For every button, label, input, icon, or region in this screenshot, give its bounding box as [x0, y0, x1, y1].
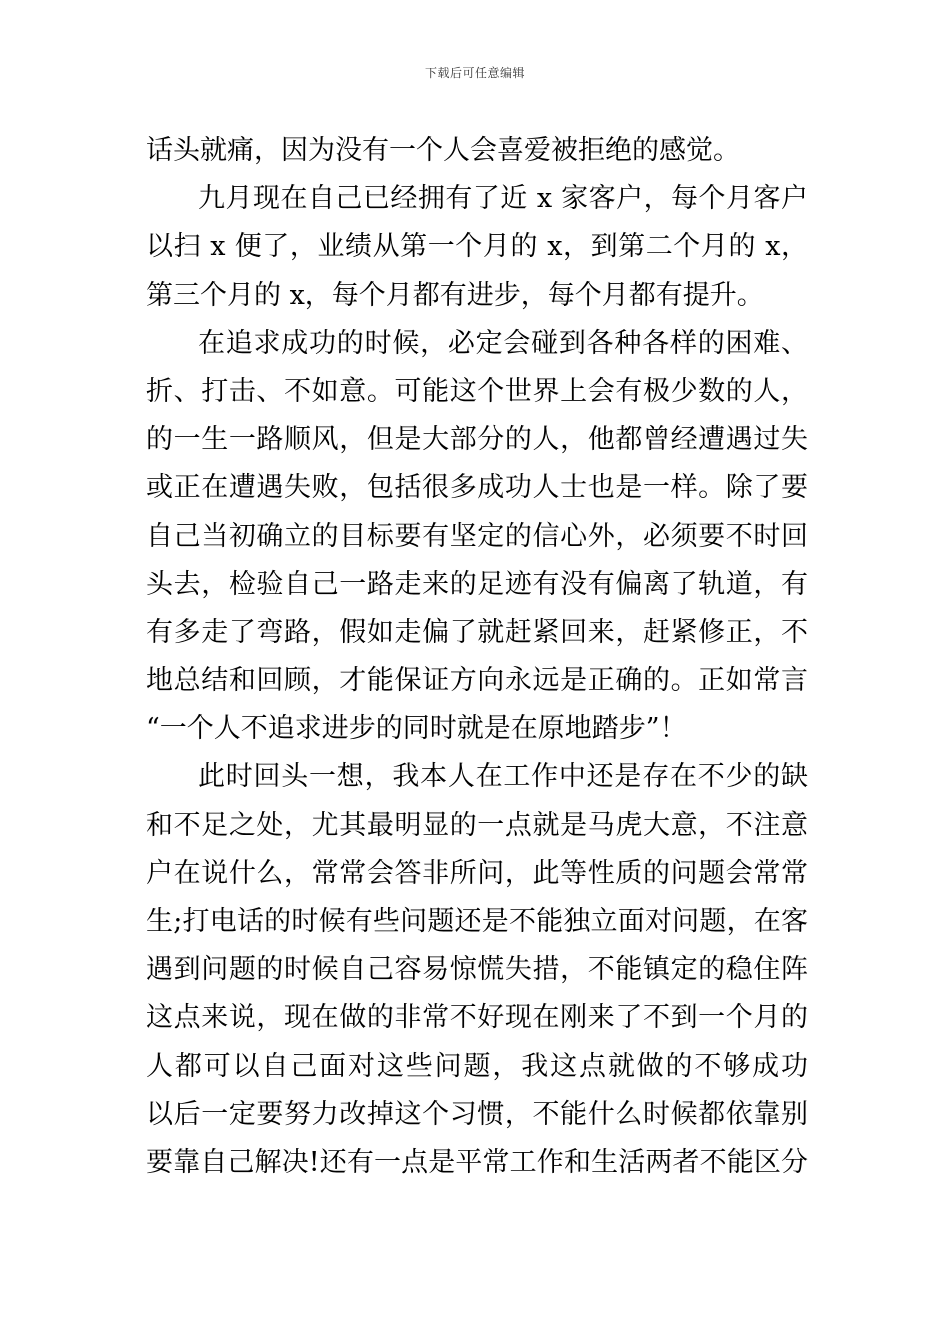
text-line: 此时回头一想，我本人在工作中还是存在不少的缺	[198, 761, 808, 793]
text-line: 人都可以自己面对这些问题，我这点就做的不够成功	[146, 1050, 808, 1082]
text-line: 折、打击、不如意。可能这个世界上会有极少数的人，	[146, 375, 808, 407]
text-line: 在追求成功的时候，必定会碰到各种各样的困难、	[198, 327, 808, 359]
text-line: 以后一定要努力改掉这个习惯，不能什么时候都依靠别	[146, 1098, 808, 1130]
text-line: 头去，检验自己一路走来的足迹有没有偏离了轨道，有	[146, 568, 808, 600]
text-line: 以扫 x 便了，业绩从第一个月的 x，到第二个月的 x，	[146, 231, 808, 263]
text-line: 生;打电话的时候有些问题还是不能独立面对问题，在客	[146, 906, 808, 937]
text-line: 或正在遭遇失败，包括很多成功人士也是一样。除了要	[146, 472, 808, 504]
text-line: 要靠自己解决!还有一点是平常工作和生活两者不能区分	[146, 1146, 808, 1178]
text-line: 话头就痛，因为没有一个人会喜爱被拒绝的感觉。	[146, 135, 740, 166]
text-line: 第三个月的 x，每个月都有进步，每个月都有提升。	[146, 279, 764, 311]
text-line: 自己当初确立的目标要有坚定的信心外，必须要不时回	[146, 520, 808, 552]
text-line: 遇到问题的时候自己容易惊慌失措，不能镇定的稳住阵	[146, 954, 808, 986]
page-header: 下载后可任意编辑	[424, 66, 525, 80]
text-line: 和不足之处，尤其最明显的一点就是马虎大意，不注意	[146, 809, 808, 841]
text-line: 的一生一路顺风，但是大部分的人，他都曾经遭遇过失	[146, 424, 808, 456]
text-line: 户在说什么，常常会答非所问，此等性质的问题会常常	[146, 857, 808, 889]
text-line: 地总结和回顾，才能保证方向永远是正确的。正如常言	[146, 665, 808, 697]
text-line: 这点来说，现在做的非常不好现在刚来了不到一个月的	[146, 1002, 808, 1034]
text-line: 有多走了弯路，假如走偏了就赶紧回来，赶紧修正，不	[146, 616, 808, 648]
text-line: “一个人不追求进步的同时就是在原地踏步”！	[146, 713, 687, 745]
document-body	[146, 127, 808, 1187]
text-line: 九月现在自己已经拥有了近 x 家客户，每个月客户	[198, 183, 808, 215]
